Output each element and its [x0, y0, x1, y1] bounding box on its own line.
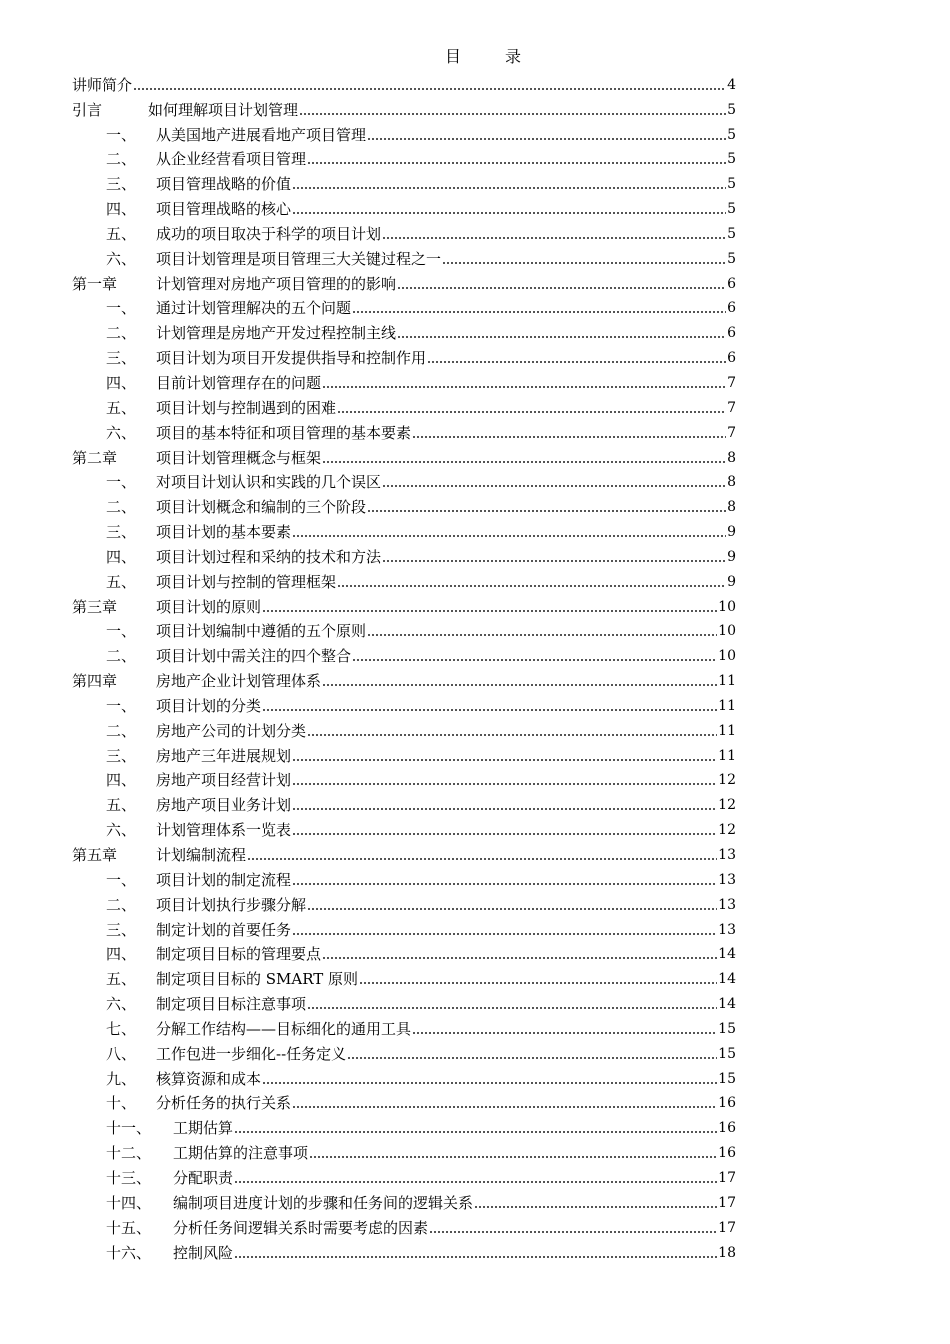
toc-entry-label: 房地产公司的计划分类 — [156, 721, 307, 740]
toc-entry-number: 四、 — [106, 771, 137, 790]
toc-entry-page-number: 14 — [718, 971, 736, 988]
toc-entry-number: 十四、 — [106, 1193, 152, 1212]
dot-leader — [352, 658, 717, 662]
toc-entry-number: 一、 — [106, 622, 137, 641]
toc-entry-label: 项目计划过程和采纳的技术和方法 — [156, 547, 382, 566]
toc-entry-page-number: 17 — [718, 1194, 736, 1211]
toc-entry-label: 工期估算 — [173, 1119, 234, 1138]
toc-entry-number: 十五、 — [106, 1218, 152, 1237]
dot-leader — [397, 335, 726, 339]
dot-leader — [262, 708, 717, 712]
toc-entry[interactable] — [72, 418, 736, 443]
toc-entry-page-number: 18 — [718, 1244, 736, 1261]
toc-entry-number: 九、 — [106, 1069, 137, 1088]
toc-entry-page-number: 12 — [718, 797, 736, 814]
toc-entry-label: 从企业经营看项目管理 — [156, 150, 307, 169]
toc-entry-label: 项目计划概念和编制的三个阶段 — [156, 498, 367, 517]
toc-entry[interactable] — [72, 294, 736, 319]
toc-entry-number: 三、 — [106, 746, 137, 765]
toc-entry[interactable] — [72, 790, 736, 815]
dot-leader — [474, 1205, 717, 1209]
toc-entry-number: 五、 — [106, 224, 137, 243]
toc-entry-label: 项目计划编制中遵循的五个原则 — [156, 622, 367, 641]
dot-leader — [234, 1255, 717, 1259]
toc-entry[interactable] — [72, 244, 736, 269]
toc-entry[interactable] — [72, 318, 736, 343]
toc-entry[interactable] — [72, 766, 736, 791]
toc-entry-label: 计划管理是房地产开发过程控制主线 — [156, 324, 397, 343]
dot-leader — [322, 683, 717, 687]
toc-entry[interactable] — [72, 1163, 736, 1188]
toc-entry[interactable] — [72, 964, 736, 989]
dot-leader — [292, 932, 717, 936]
dot-leader — [367, 633, 717, 637]
table-of-contents — [72, 70, 736, 1263]
dot-leader — [352, 310, 726, 314]
toc-entry[interactable] — [72, 691, 736, 716]
toc-entry-label: 计划管理体系一览表 — [156, 821, 292, 840]
dot-leader — [292, 186, 726, 190]
dot-leader — [292, 782, 717, 786]
dot-leader — [359, 981, 717, 985]
toc-entry-page-number: 5 — [727, 126, 736, 143]
toc-entry-page-number: 10 — [718, 648, 736, 665]
toc-entry-page-number: 5 — [727, 250, 736, 267]
toc-entry-page-number: 4 — [727, 76, 736, 93]
toc-entry-page-number: 11 — [718, 673, 736, 690]
toc-entry-number: 三、 — [106, 920, 137, 939]
toc-entry-label: 项目计划中需关注的四个整合 — [156, 647, 352, 666]
toc-entry-label: 项目计划与控制的管理框架 — [156, 572, 337, 591]
toc-entry[interactable] — [72, 1039, 736, 1064]
toc-entry-page-number: 5 — [727, 176, 736, 193]
toc-entry-number: 第三章 — [72, 597, 118, 616]
toc-entry-number: 六、 — [106, 995, 137, 1014]
dot-leader — [397, 286, 726, 290]
dot-leader — [292, 758, 717, 762]
dot-leader — [412, 1031, 717, 1035]
toc-entry[interactable] — [72, 368, 736, 393]
toc-title: 目 录 — [444, 47, 535, 66]
toc-entry-number: 七、 — [106, 1019, 137, 1038]
toc-entry-page-number: 5 — [727, 201, 736, 218]
toc-entry-number: 第二章 — [72, 448, 118, 467]
toc-entry-label: 项目计划的原则 — [156, 597, 262, 616]
toc-entry[interactable] — [72, 1014, 736, 1039]
toc-entry-page-number: 13 — [718, 847, 736, 863]
toc-entry-label: 项目管理战略的核心 — [156, 200, 292, 219]
dot-leader — [262, 609, 717, 613]
dot-leader — [347, 1056, 717, 1060]
dot-leader — [382, 484, 726, 488]
toc-entry[interactable] — [72, 120, 736, 145]
toc-entry[interactable] — [72, 517, 736, 542]
toc-entry[interactable] — [72, 269, 736, 294]
toc-entry[interactable] — [72, 443, 736, 468]
toc-entry[interactable] — [72, 641, 736, 666]
toc-entry[interactable] — [72, 865, 736, 890]
toc-entry[interactable] — [72, 468, 736, 493]
dot-leader — [442, 261, 726, 265]
dot-leader — [382, 559, 726, 563]
toc-entry-label: 房地产企业计划管理体系 — [156, 672, 322, 691]
toc-entry-page-number: 8 — [727, 474, 736, 491]
toc-entry-page-number: 5 — [727, 101, 736, 118]
toc-entry-page-number: 16 — [718, 1095, 736, 1112]
toc-entry[interactable] — [72, 1064, 736, 1089]
toc-entry-label: 项目计划与控制遇到的困难 — [156, 398, 337, 417]
toc-entry-label: 如何理解项目计划管理 — [148, 100, 299, 119]
toc-entry-label: 分析任务的执行关系 — [156, 1094, 292, 1113]
toc-entry-page-number: 15 — [718, 1045, 736, 1062]
toc-entry-number: 四、 — [106, 200, 137, 219]
toc-entry[interactable] — [72, 617, 736, 642]
toc-entry-number: 第一章 — [72, 274, 118, 293]
toc-entry-label: 项目计划管理概念与框架 — [156, 448, 322, 467]
dot-leader — [292, 882, 717, 886]
toc-entry-number: 四、 — [106, 547, 137, 566]
toc-entry-label: 分析任务间逻辑关系时需要考虑的因素 — [173, 1218, 429, 1237]
toc-entry-page-number: 10 — [718, 623, 736, 640]
dot-leader — [309, 1155, 717, 1159]
dot-leader — [292, 807, 717, 811]
toc-entry-label: 工期估算的注意事项 — [173, 1144, 309, 1163]
dot-leader — [322, 460, 726, 464]
toc-entry-label: 计划编制流程 — [156, 846, 247, 864]
toc-entry-page-number: 11 — [718, 722, 736, 739]
toc-entry-label: 房地产三年进展规划 — [156, 746, 292, 765]
toc-entry[interactable] — [72, 1138, 736, 1163]
toc-entry-page-number: 13 — [718, 921, 736, 938]
toc-entry[interactable] — [72, 940, 736, 965]
dot-leader — [322, 385, 726, 389]
toc-entry-page-number: 6 — [727, 300, 736, 317]
toc-entry-label: 项目的基本特征和项目管理的基本要素 — [156, 423, 412, 442]
toc-entry-number: 五、 — [106, 970, 137, 989]
toc-entry-number: 一、 — [106, 870, 137, 889]
toc-entry-number: 六、 — [106, 821, 137, 840]
toc-entry[interactable] — [72, 1113, 736, 1138]
toc-entry-number: 一、 — [106, 696, 137, 715]
toc-entry-label: 对项目计划认识和实践的几个误区 — [156, 473, 382, 492]
toc-entry-number: 五、 — [106, 572, 137, 591]
toc-entry-label: 项目管理战略的价值 — [156, 175, 292, 194]
toc-entry-page-number: 15 — [718, 1020, 736, 1037]
toc-entry[interactable] — [72, 716, 736, 741]
toc-entry[interactable] — [72, 592, 736, 617]
dot-leader — [367, 509, 726, 513]
toc-entry-number: 一、 — [106, 299, 137, 318]
toc-entry-label: 项目计划的制定流程 — [156, 870, 292, 889]
toc-entry-number: 二、 — [106, 324, 137, 343]
toc-entry-page-number: 7 — [727, 424, 736, 441]
toc-entry[interactable] — [72, 219, 736, 244]
toc-entry[interactable] — [72, 542, 736, 567]
toc-entry-number: 十三、 — [106, 1168, 152, 1187]
toc-entry[interactable] — [72, 666, 736, 691]
toc-entry-number: 五、 — [106, 796, 137, 815]
toc-entry-page-number: 6 — [727, 275, 736, 292]
toc-entry[interactable] — [72, 492, 736, 517]
toc-entry-page-number: 5 — [727, 151, 736, 168]
toc-entry-label: 计划管理对房地产项目管理的的影响 — [156, 274, 397, 293]
toc-entry-number: 三、 — [106, 349, 137, 368]
dot-leader — [337, 410, 726, 414]
toc-entry[interactable] — [72, 70, 736, 95]
dot-leader — [307, 907, 717, 911]
toc-entry-page-number: 7 — [727, 374, 736, 391]
toc-entry[interactable] — [72, 741, 736, 766]
toc-entry-label: 项目计划的基本要素 — [156, 523, 292, 542]
dot-leader — [234, 1180, 717, 1184]
toc-entry-number: 八、 — [106, 1044, 137, 1063]
toc-entry-label: 房地产项目经营计划 — [156, 771, 292, 790]
toc-entry-label: 工作包进一步细化--任务定义 — [156, 1044, 347, 1063]
toc-entry-number: 二、 — [106, 150, 137, 169]
toc-entry-number: 六、 — [106, 249, 137, 268]
toc-entry[interactable] — [72, 1238, 736, 1263]
dot-leader — [307, 1006, 717, 1010]
dot-leader — [307, 733, 717, 737]
toc-entry-number: 二、 — [106, 647, 137, 666]
toc-entry-label: 制定计划的首要任务 — [156, 920, 292, 939]
toc-entry-page-number: 17 — [718, 1219, 736, 1236]
toc-entry[interactable] — [72, 890, 736, 915]
dot-leader — [412, 435, 726, 439]
dot-leader — [382, 236, 726, 240]
dot-leader — [307, 161, 726, 165]
toc-entry-page-number: 12 — [718, 822, 736, 839]
toc-entry-page-number: 6 — [727, 325, 736, 342]
toc-entry-number: 二、 — [106, 721, 137, 740]
toc-entry-page-number: 16 — [718, 1145, 736, 1162]
toc-entry-number: 二、 — [106, 895, 137, 914]
toc-entry-page-number: 14 — [718, 946, 736, 963]
dot-leader — [262, 1081, 717, 1085]
toc-entry-page-number: 17 — [718, 1169, 736, 1186]
toc-entry[interactable] — [72, 343, 736, 368]
toc-entry[interactable] — [72, 145, 736, 170]
dot-leader — [292, 534, 726, 538]
toc-entry-label: 通过计划管理解决的五个问题 — [156, 299, 352, 318]
toc-entry[interactable] — [72, 393, 736, 418]
toc-entry-number: 四、 — [106, 373, 137, 392]
toc-entry-page-number: 13 — [718, 896, 736, 913]
toc-entry[interactable] — [72, 1089, 736, 1114]
toc-entry-number: 三、 — [106, 175, 137, 194]
toc-entry-page-number: 6 — [727, 350, 736, 367]
toc-entry-number: 六、 — [106, 423, 137, 442]
toc-entry-page-number: 12 — [718, 772, 736, 789]
dot-leader — [292, 1105, 717, 1109]
toc-entry-number: 一、 — [106, 125, 137, 144]
toc-entry-page-number: 16 — [718, 1120, 736, 1137]
toc-entry[interactable] — [72, 840, 736, 865]
toc-entry-page-number: 8 — [727, 499, 736, 516]
toc-entry[interactable] — [72, 915, 736, 940]
toc-entry-label: 讲师简介 — [72, 75, 133, 94]
toc-entry-number: 第五章 — [72, 846, 118, 864]
toc-entry-label: 核算资源和成本 — [156, 1069, 262, 1088]
toc-entry-label: 项目计划的分类 — [156, 696, 262, 715]
toc-entry[interactable] — [72, 1213, 736, 1238]
toc-entry-page-number: 8 — [727, 449, 736, 466]
toc-entry-page-number: 9 — [727, 524, 736, 541]
toc-entry-label: 房地产项目业务计划 — [156, 796, 292, 815]
toc-entry-label: 制定项目目标的管理要点 — [156, 945, 322, 964]
toc-entry-page-number: 7 — [727, 399, 736, 416]
toc-entry-label: 项目计划为项目开发提供指导和控制作用 — [156, 349, 427, 368]
toc-entry-number: 五、 — [106, 398, 137, 417]
toc-entry-page-number: 9 — [727, 573, 736, 590]
toc-entry-page-number: 13 — [718, 871, 736, 888]
dot-leader — [299, 112, 726, 116]
toc-entry[interactable] — [72, 95, 736, 120]
dot-leader — [133, 87, 726, 91]
dot-leader — [292, 832, 717, 836]
dot-leader — [322, 956, 717, 960]
dot-leader — [367, 137, 726, 141]
toc-entry-number: 十六、 — [106, 1243, 152, 1262]
toc-entry-number: 引言 — [72, 100, 103, 119]
toc-entry-label: 编制项目进度计划的步骤和任务间的逻辑关系 — [173, 1193, 474, 1212]
toc-entry-number: 第四章 — [72, 672, 118, 691]
toc-entry-page-number: 15 — [718, 1070, 736, 1087]
toc-entry-label: 分解工作结构——目标细化的通用工具 — [156, 1019, 412, 1038]
toc-entry-number: 四、 — [106, 945, 137, 964]
toc-entry-label: 控制风险 — [173, 1243, 234, 1262]
toc-entry-page-number: 10 — [718, 598, 736, 615]
dot-leader — [427, 360, 726, 364]
dot-leader — [247, 857, 717, 861]
toc-entry-label: 制定项目目标的 SMART 原则 — [156, 970, 359, 989]
toc-entry[interactable] — [72, 815, 736, 840]
toc-entry-label: 分配职责 — [173, 1168, 234, 1187]
dot-leader — [337, 584, 726, 588]
toc-entry-page-number: 14 — [718, 996, 736, 1013]
dot-leader — [429, 1230, 717, 1234]
toc-entry-label: 目前计划管理存在的问题 — [156, 373, 322, 392]
toc-entry-label: 项目计划管理是项目管理三大关键过程之一 — [156, 249, 442, 268]
toc-entry[interactable] — [72, 169, 736, 194]
toc-entry-page-number: 11 — [718, 697, 736, 714]
toc-entry[interactable] — [72, 1188, 736, 1213]
toc-entry-number: 一、 — [106, 473, 137, 492]
toc-entry[interactable] — [72, 194, 736, 219]
toc-entry-label: 成功的项目取决于科学的项目计划 — [156, 224, 382, 243]
toc-entry-label: 项目计划执行步骤分解 — [156, 895, 307, 914]
toc-entry-page-number: 9 — [727, 548, 736, 565]
toc-entry-label: 从美国地产进展看地产项目管理 — [156, 125, 367, 144]
toc-entry-page-number: 5 — [727, 225, 736, 242]
toc-entry-number: 十一、 — [106, 1119, 152, 1138]
toc-entry[interactable] — [72, 567, 736, 592]
toc-entry-number: 二、 — [106, 498, 137, 517]
dot-leader — [234, 1130, 717, 1134]
toc-entry[interactable] — [72, 989, 736, 1014]
toc-entry-number: 十二、 — [106, 1144, 152, 1163]
toc-entry-number: 十、 — [106, 1094, 137, 1113]
toc-entry-number: 三、 — [106, 523, 137, 542]
toc-entry-page-number: 11 — [718, 747, 736, 764]
dot-leader — [292, 211, 726, 215]
toc-entry-label: 制定项目目标注意事项 — [156, 995, 307, 1014]
